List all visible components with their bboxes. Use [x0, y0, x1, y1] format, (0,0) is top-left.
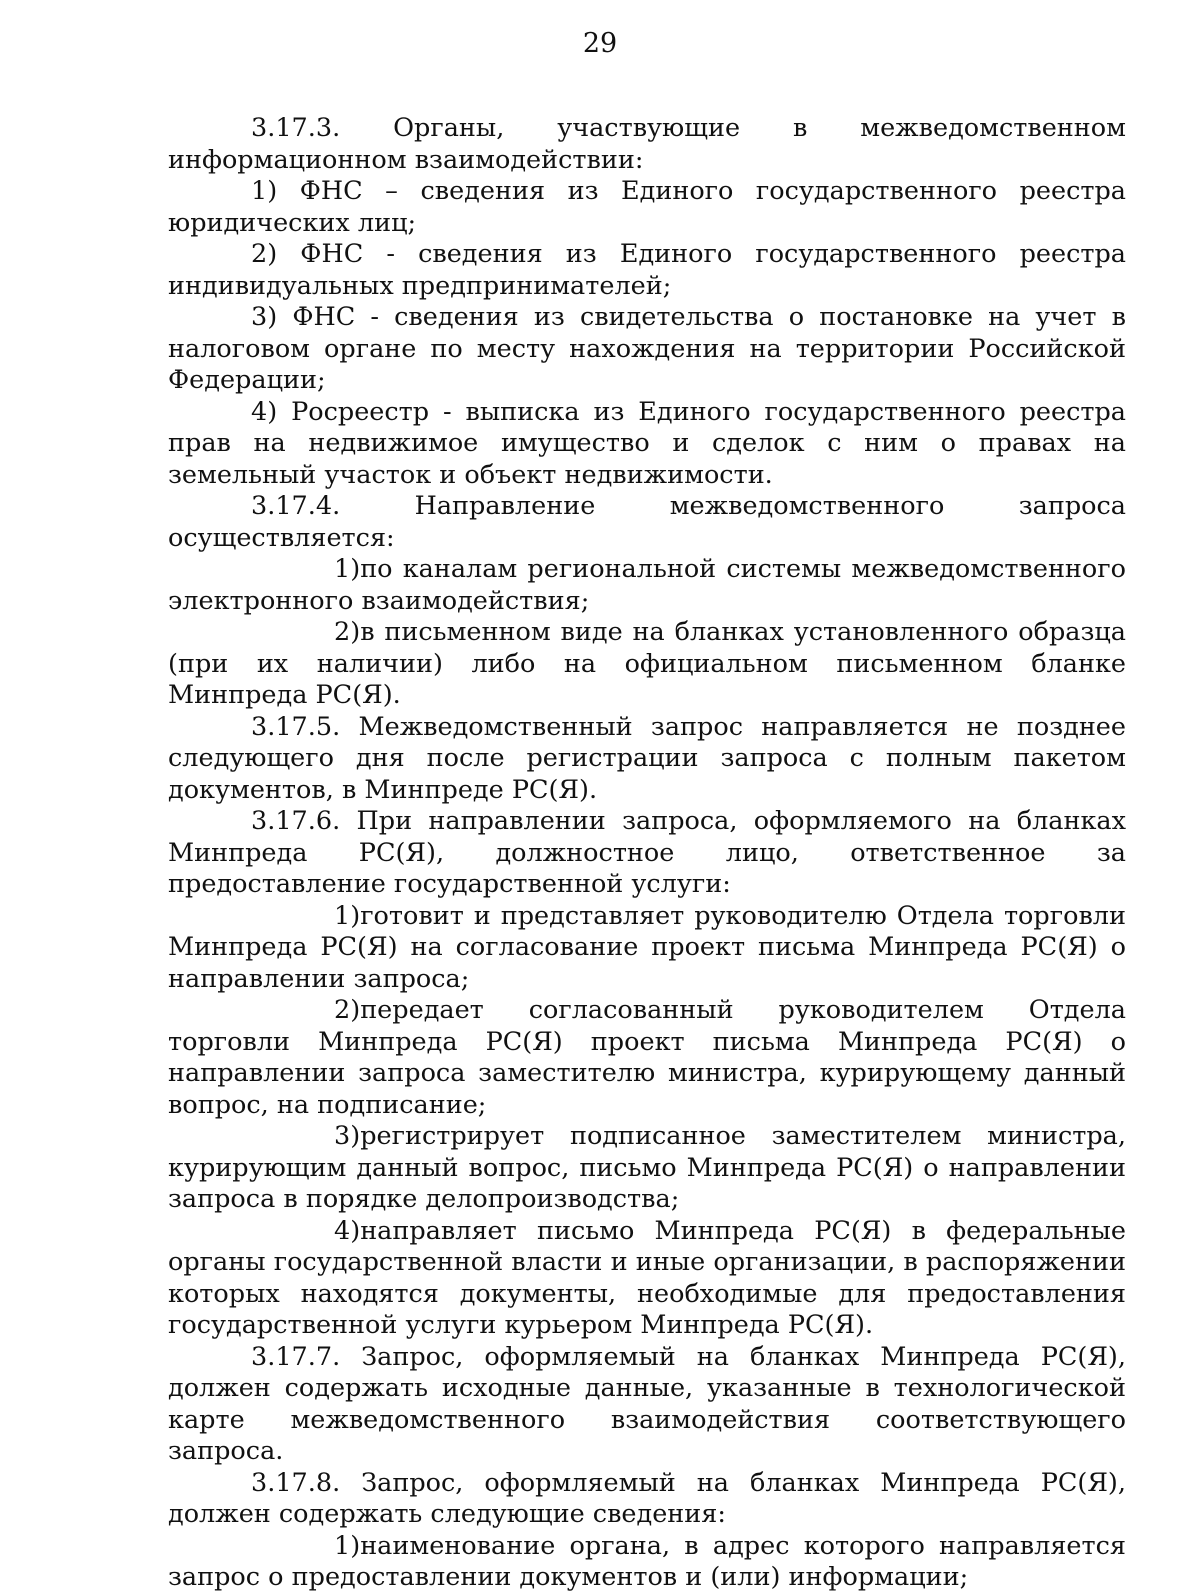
- list-item-fns-ul: 1) ФНС – сведения из Единого государственного реестра юридических лиц;: [168, 176, 1126, 238]
- list-item-text: готовит и представляет руководителю Отдела торговли Минпреда РС(Я) на согласование проект письма Минпреда РС(Я) о направлении запроса;: [168, 900, 1126, 994]
- list-item-prepare: [168, 901, 1126, 996]
- list-item-fns-ip: 2) ФНС - сведения из Единого государственного реестра индивидуальных предпринимателей;: [168, 239, 1126, 301]
- list-item-transfer: [168, 995, 1126, 1121]
- list-number: 1): [334, 1530, 361, 1561]
- list-item-text: в письменном виде на бланках установленного образца (при их наличии) либо на официальном письменном бланке Минпреда РС(Я).: [168, 617, 1126, 710]
- list-number: 2): [334, 995, 361, 1025]
- list-item-text: регистрирует подписанное заместителем министра, курирующим данный вопрос, письмо Минпреда РС(Я) о направлении запроса в порядке делопроизводства;: [168, 1121, 1126, 1214]
- list-item-text: направляет письмо Минпреда РС(Я) в федеральные органы государственной власти и иные организации, в распоряжении которых находятся документы, необходимые для предоставления государственной услуги курьером Минпреда РС(Я).: [168, 1215, 1126, 1340]
- list-item-rosreestr: 4) Росреестр - выписка из Единого государственного реестра прав на недвижимое имущество и сделок с ним о правах на земельный участок и объект недвижимости.: [168, 396, 1126, 490]
- list-number: 2): [334, 617, 361, 647]
- list-item-paper-form: [168, 617, 1126, 712]
- list-number: 1): [334, 554, 361, 584]
- list-item-text: наименование органа, в адрес которого направляется запрос о предоставлении документов и (или) информации;: [168, 1530, 1126, 1592]
- paragraph-3-17-4: 3.17.4. Направление межведомственного запроса осуществляется:: [168, 491, 1126, 553]
- list-number: 3): [334, 1121, 361, 1151]
- list-item-text: по каналам региональной системы межведомственного электронного взаимодействия;: [168, 554, 1126, 616]
- paragraph-3-17-6: 3.17.6. При направлении запроса, оформляемого на бланках Минпреда РС(Я), должностное лицо, ответственное за предоставление государственной услуги:: [168, 806, 1126, 899]
- list-item-register: [168, 1121, 1126, 1216]
- paragraph-3-17-8: 3.17.8. Запрос, оформляемый на бланках Минпреда РС(Я), должен содержать следующие сведения:: [168, 1467, 1126, 1529]
- document-body: [168, 113, 1126, 1594]
- list-item-channels: [168, 554, 1126, 617]
- list-item-text: передает согласованный руководителем Отдела торговли Минпреда РС(Я) проект письма Минпреда РС(Я) о направлении запроса заместителю министра, курирующему данный вопрос, на подписание;: [168, 995, 1126, 1120]
- page-number: 29: [582, 28, 618, 59]
- list-item-organ-name: [168, 1531, 1126, 1594]
- list-number: 1): [334, 900, 361, 931]
- paragraph-3-17-3: 3.17.3. Органы, участвующие в межведомственном информационном взаимодействии:: [168, 113, 1126, 175]
- list-item-send: [168, 1216, 1126, 1342]
- paragraph-3-17-5: 3.17.5. Межведомственный запрос направляется не позднее следующего дня после регистрации запроса с полным пакетом документов, в Минпреде РС(Я).: [168, 711, 1126, 805]
- list-number: 4): [334, 1215, 361, 1246]
- list-item-fns-certificate: 3) ФНС - сведения из свидетельства о постановке на учет в налоговом органе по месту нахождения на территории Российской Федерации;: [168, 302, 1126, 395]
- paragraph-3-17-7: 3.17.7. Запрос, оформляемый на бланках Минпреда РС(Я), должен содержать исходные данные, указанные в технологической карте межведомственного взаимодействия соответствующего запроса.: [168, 1341, 1126, 1466]
